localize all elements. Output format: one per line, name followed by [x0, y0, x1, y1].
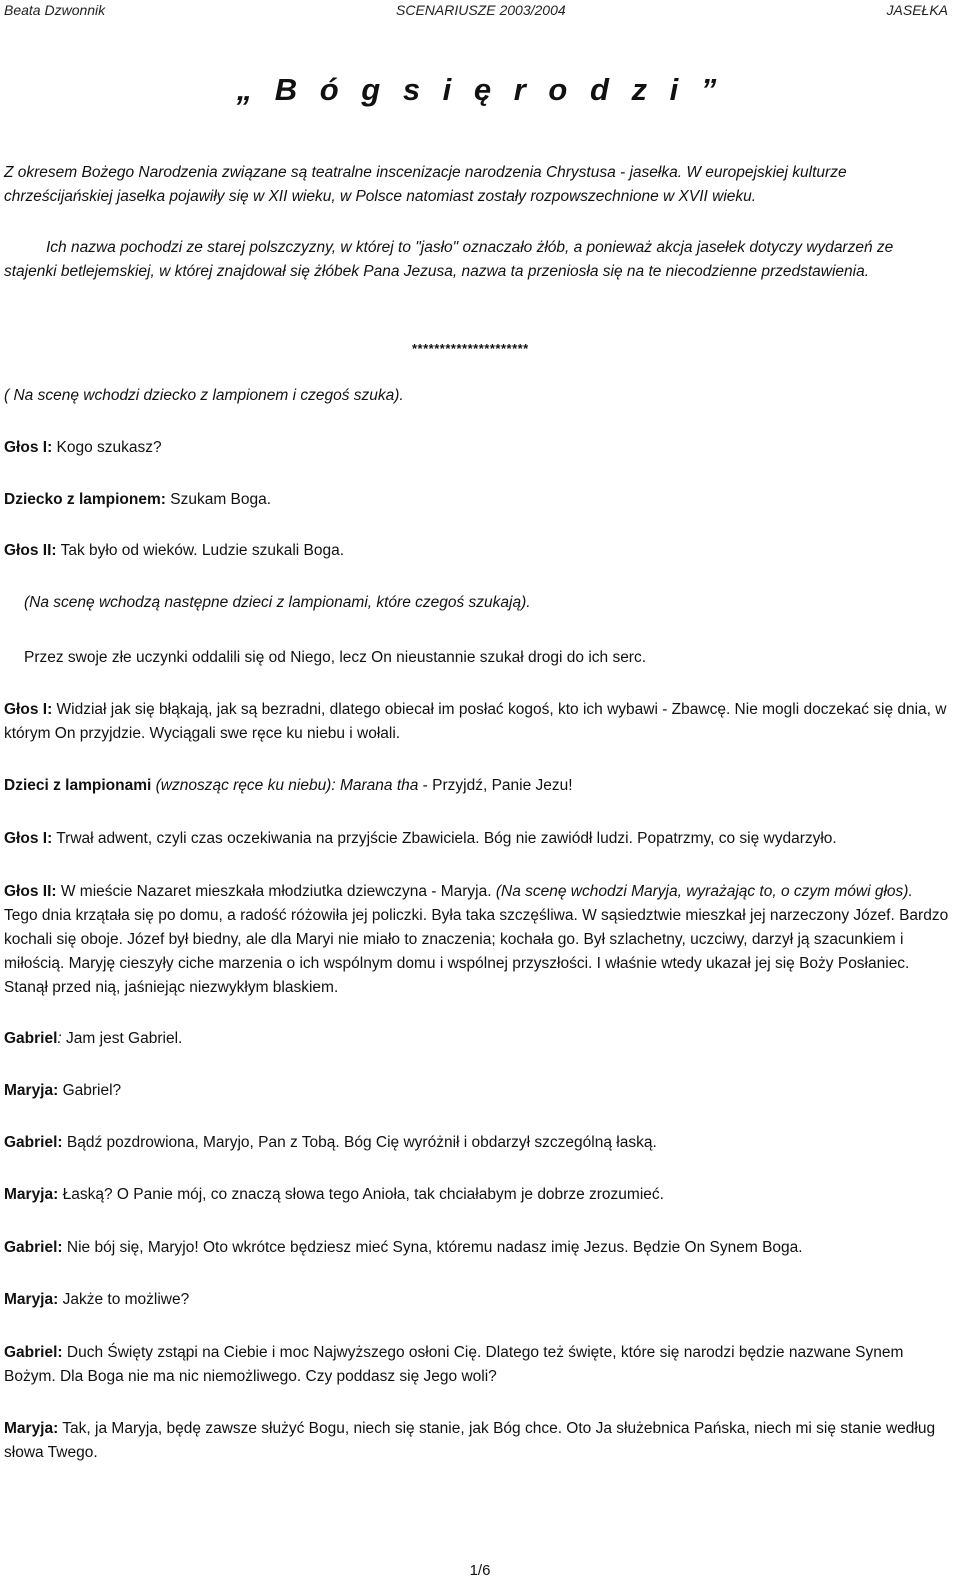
speaker-label: Gabriel: — [4, 1344, 63, 1361]
line-text: Gabriel? — [58, 1082, 122, 1099]
script-line-16 — [4, 1288, 949, 1312]
speaker-label: Gabriel: — [4, 1239, 63, 1256]
script-line-15 — [4, 1236, 949, 1260]
intro-paragraph-2 — [4, 236, 934, 284]
speaker-label: Głos I: — [4, 701, 53, 718]
section-separator: ********************* — [412, 341, 529, 356]
stage-direction-5: (Na scenę wchodzą następne dzieci z lampionami, które czegoś szukają). — [24, 594, 531, 611]
script-line-13 — [4, 1131, 949, 1155]
speaker-label: Dzieci z lampionami — [4, 777, 152, 794]
speaker-label: Maryja: — [4, 1420, 59, 1437]
speaker-label: Dziecko z lampionem: — [4, 491, 166, 508]
line-text: Kogo szukasz? — [52, 439, 162, 456]
line-text: Widział jak się błąkają, jak są bezradni, dlatego obiecał im posłać kogoś, kto ich wybawi - Zbawcę. Nie mogli doczekać się dnia, w którym On przyjdzie. Wyciągali swe ręce ku niebu i wołali. — [4, 701, 947, 742]
line-text: Jakże to możliwe? — [58, 1291, 190, 1308]
speaker-label: Maryja: — [4, 1186, 59, 1203]
speaker-label: Głos I: — [4, 439, 53, 456]
speaker-label: Gabriel: — [4, 1134, 63, 1151]
header-collection: SCENARIUSZE 2003/2004 — [396, 2, 566, 18]
speaker-label: Głos I: — [4, 830, 53, 847]
speaker-label: Głos II: — [4, 883, 57, 900]
stage-direction-1: ( Na scenę wchodzi dziecko z lampionem i czegoś szuka). — [4, 387, 404, 404]
line-text: Tak, ja Maryja, będę zawsze służyć Bogu, niech się stanie, jak Bóg chce. Oto Ja służebnica Pańska, niech mi się stanie według słowa Twego. — [4, 1420, 936, 1461]
script-line-7 — [4, 698, 949, 746]
script-line-8 — [4, 774, 949, 798]
script-line-14 — [4, 1183, 949, 1207]
line-text: Bądź pozdrowiona, Maryjo, Pan z Tobą. Bóg Cię wyróżnił i obdarzył szczególną łaską. — [62, 1134, 657, 1151]
intro-paragraph-1: Z okresem Bożego Narodzenia związane są teatralne inscenizacje narodzenia Chrystusa - jasełka. W europejskiej kulturze chrześcijańskiej jasełka pojawiły się w XII wieku, w Polsce natomiast zostały rozpowszechnione w XVII wieku. — [4, 164, 847, 205]
line-text: Duch Święty zstąpi na Ciebie i moc Najwyższego osłoni Cię. Dlatego też święte, które się narodzi będzie nazwane Synem Bożym. Dla Boga nie ma nic niemożliwego. Czy poddasz się Jego woli? — [4, 1344, 904, 1385]
script-line-6: Przez swoje złe uczynki oddalili się od Niego, lecz On nieustannie szukał drogi do ich serc. — [24, 649, 647, 666]
speaker-label: Maryja: — [4, 1291, 59, 1308]
line-text: Tego dnia krzątała się po domu, a radość różowiła jej policzki. Była taka szczęśliwa. W sąsiedztwie mieszkał jej narzeczony Józef. Bardzo kochali się oboje. Józef był biedny, ale dla Maryi nie miało to znaczenia; kochała go. Był szlachetny, uczciwy, darzył ją szacunkiem i miłością. Maryję cieszyły ciche marzenia o ich wspólnym domu i wspólnej przyszłości. I właśnie wtedy ukazał jej się Boży Posłaniec. Stanął przed nią, jaśniejąc niezwykłym blaskiem. — [4, 907, 949, 996]
line-text: - Przyjdź, Panie Jezu! — [418, 777, 573, 794]
page-title: „ B ó g s i ę r o d z i ” — [236, 72, 724, 107]
line-text: Szukam Boga. — [165, 491, 272, 508]
header-category: JASEŁKA — [886, 2, 948, 18]
script-line-17 — [4, 1341, 949, 1389]
speaker-label: Maryja: — [4, 1082, 59, 1099]
stage-direction: (wznosząc ręce ku niebu): Marana tha — [151, 777, 419, 794]
stage-direction: (Na scenę wchodzi Maryja, wyrażając to, o czym mówi głos). — [495, 883, 913, 900]
line-text: Jam jest Gabriel. — [61, 1030, 183, 1047]
script-line-2 — [4, 436, 949, 460]
header-author: Beata Dzwonnik — [4, 2, 106, 18]
line-text: Łaską? O Panie mój, co znaczą słowa tego Anioła, tak chciałabym je dobrze zrozumieć. — [58, 1186, 664, 1203]
script-line-18 — [4, 1417, 949, 1465]
speaker-label: Gabriel — [4, 1030, 58, 1047]
speaker-colon: : — [57, 1030, 62, 1047]
script-line-11 — [4, 1027, 949, 1051]
script-line-4 — [4, 539, 949, 563]
line-text: Trwał adwent, czyli czas oczekiwania na przyjście Zbawiciela. Bóg nie zawiódł ludzi. Popatrzmy, co się wydarzyło. — [52, 830, 837, 847]
page-number: 1/6 — [469, 1562, 491, 1579]
line-text: Tak było od wieków. Ludzie szukali Boga. — [56, 542, 345, 559]
line-text: W mieście Nazaret mieszkała młodziutka dziewczyna - Maryja. — [56, 883, 496, 900]
script-line-12 — [4, 1079, 949, 1103]
script-line-9 — [4, 827, 949, 851]
intro-paragraph-2-text: Ich nazwa pochodzi ze starej polszczyzny, w której to "jasło" oznaczało żłób, a ponieważ akcja jasełek dotyczy wydarzeń ze stajenki betlejemskiej, w której znajdował się żłóbek Pana Jezusa, nazwa ta przeniosła się na te niecodzienne przedstawienia. — [4, 239, 894, 280]
script-line-10 — [4, 880, 949, 1000]
script-line-3 — [4, 488, 949, 512]
line-text: Nie bój się, Maryjo! Oto wkrótce będziesz mieć Syna, któremu nadasz imię Jezus. Będzie On Synem Boga. — [62, 1239, 803, 1256]
speaker-label: Głos II: — [4, 542, 57, 559]
page-header — [4, 2, 948, 20]
